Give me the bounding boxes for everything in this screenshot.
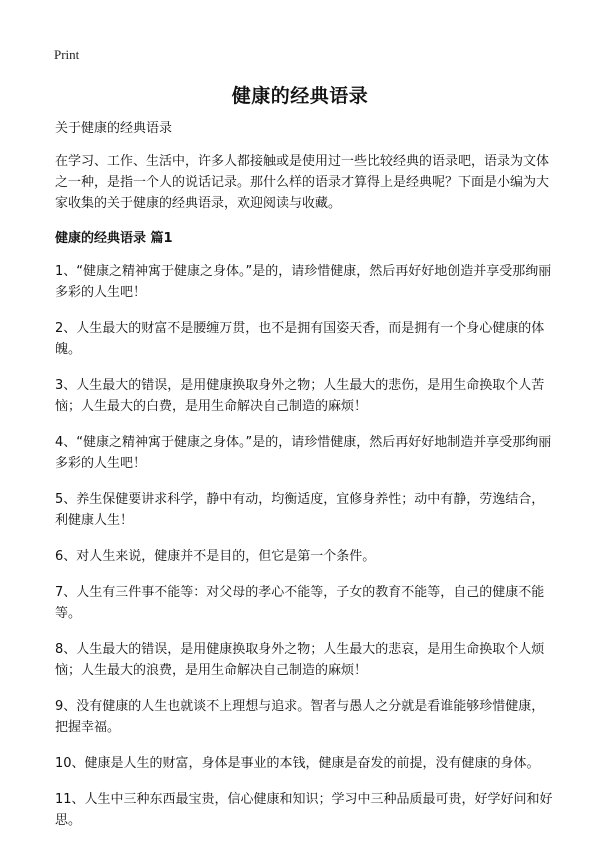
intro-paragraph: 在学习、工作、生活中，许多人都接触或是使用过一些比较经典的语录吧，语录为文体之一种，是指一个人的说话记录。那什么样的语录才算得上是经典呢？下面是小编为大家收集的关于健康的经典语录，欢迎阅读与收藏。 [55,154,550,211]
section-heading: 健康的经典语录 篇1 [55,231,173,246]
list-item: 9、没有健康的人生也就谈不上理想与追求。智者与愚人之分就是看谁能够珍惜健康，把握幸福。 [55,699,545,735]
list-item: 4、“健康之精神寓于健康之身体。”是的，请珍惜健康，然后再好好地制造并享受那绚丽多彩的人生吧！ [55,435,552,471]
list-item: 7、人生有三件事不能等：对父母的孝心不能等，子女的教育不能等，自己的健康不能等。 [55,585,545,621]
list-item: 8、人生最大的错误，是用健康换取身外之物；人生最大的悲哀，是用生命换取个人烦恼；人生最大的浪费，是用生命解决自己制造的麻烦！ [55,642,545,678]
list-item: 5、养生保健要讲求科学，静中有动，均衡适度，宜修身养性；动中有静，劳逸结合，利健康人生！ [55,492,545,528]
list-item: 1、“健康之精神寓于健康之身体。”是的，请珍惜健康，然后再好好地创造并享受那绚丽多彩的人生吧！ [55,264,552,300]
list-item: 3、人生最大的错误，是用健康换取身外之物；人生最大的悲伤，是用生命换取个人苦恼；人生最大的白费，是用生命解决自己制造的麻烦！ [55,378,545,414]
print-label: Print [54,47,80,62]
list-item: 11、人生中三种东西最宝贵，信心健康和知识；学习中三种品质最可贵，好学好问和好思。 [55,792,553,828]
list-item: 6、对人生来说，健康并不是目的，但它是第一个条件。 [55,549,376,564]
list-item: 10、健康是人生的财富，身体是事业的本钱，健康是奋发的前提，没有健康的身体。 [55,756,540,771]
document-subtitle: 关于健康的经典语录 [55,121,173,136]
document-body [55,118,553,846]
list-item: 2、人生最大的财富不是腰缠万贯，也不是拥有国姿天香，而是拥有一个身心健康的体魄。 [55,321,545,357]
page-title: 健康的经典语录 [231,85,369,107]
